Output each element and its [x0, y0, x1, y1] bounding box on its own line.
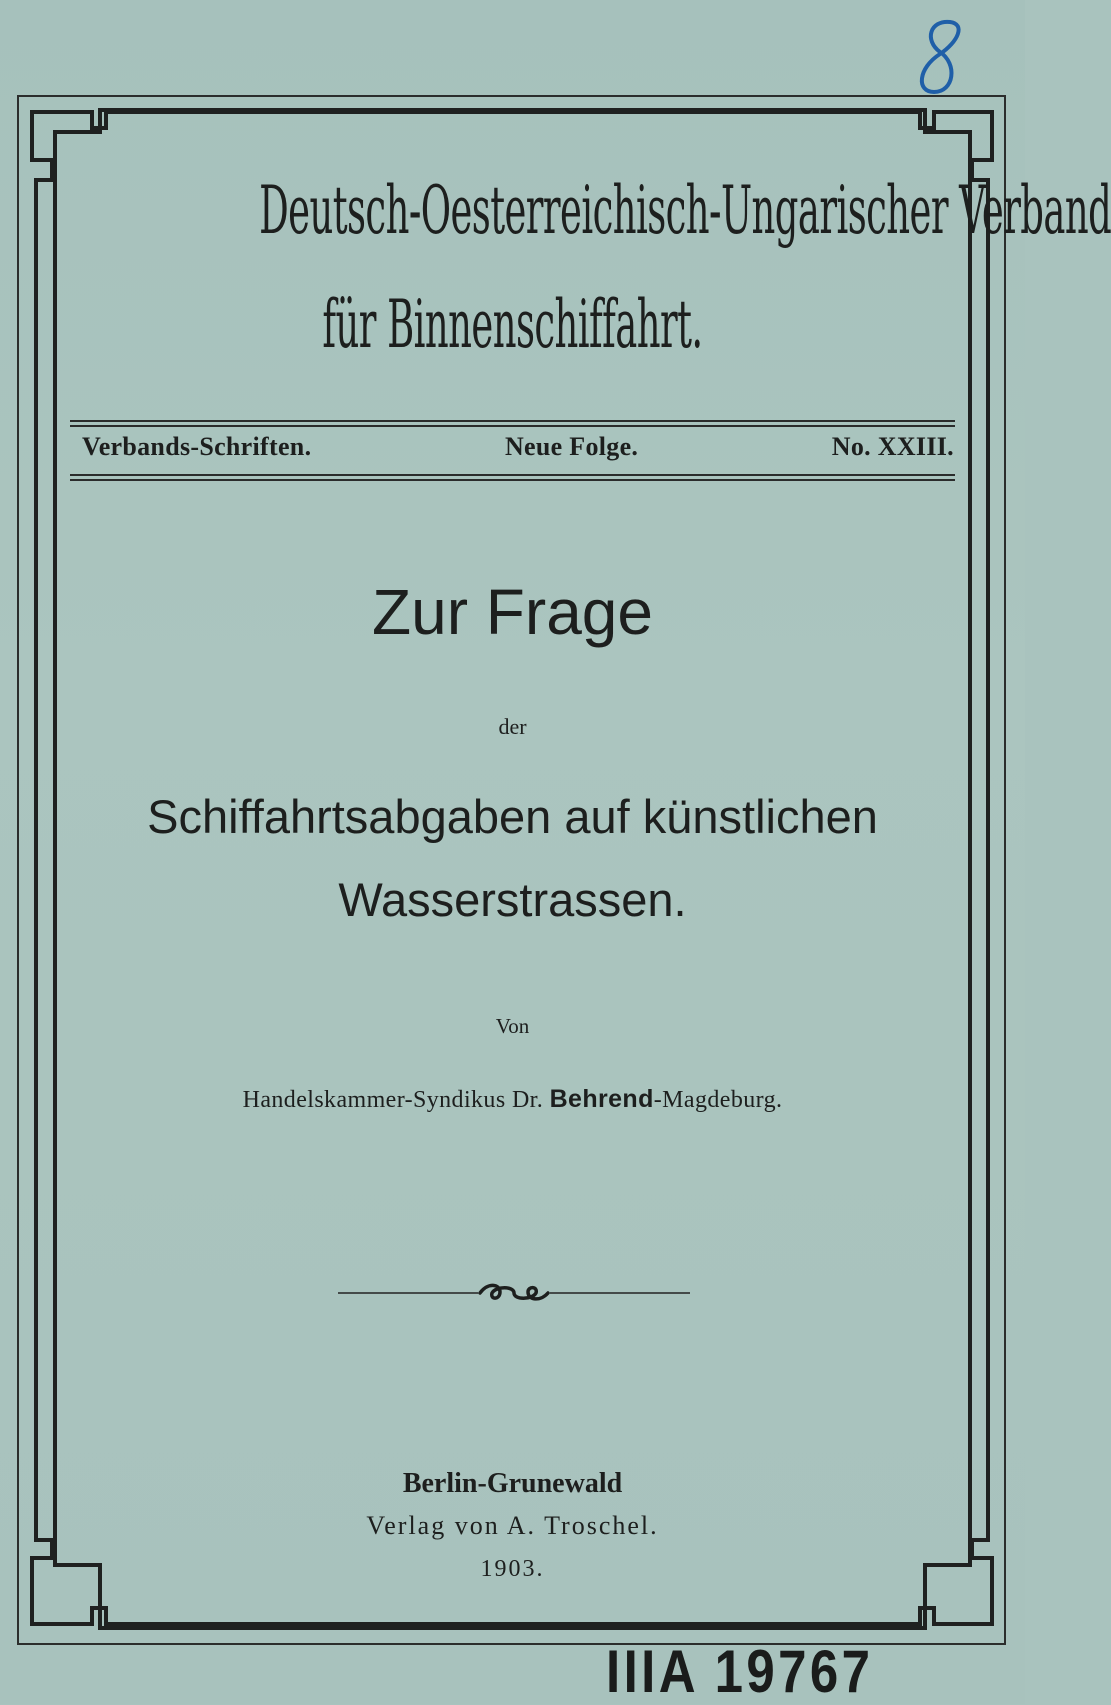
series-label: Verbands-Schriften.: [82, 432, 312, 461]
series-rule-bottom: [70, 474, 955, 476]
author-suffix: -Magdeburg.: [653, 1087, 783, 1113]
series-rule-top: [70, 420, 955, 422]
ornament-divider: [338, 1278, 690, 1308]
title-connector: der: [498, 714, 527, 739]
author-prefix: Handelskammer-Syndikus Dr.: [242, 1087, 544, 1113]
publisher-city: Berlin-Grunewald: [402, 1468, 623, 1499]
library-stamp: IIIA 19767: [606, 1638, 874, 1705]
series-bar: [82, 432, 954, 462]
main-title: Zur Frage: [372, 576, 653, 648]
author-line: [0, 1085, 1025, 1114]
series-rule-top-thin: [70, 425, 955, 427]
series-rule-bottom-thin: [70, 479, 955, 481]
handwritten-number-mark: [910, 12, 970, 112]
series-number: No. XXIII.: [831, 432, 954, 461]
publisher-name: Verlag von A. Troschel.: [366, 1511, 659, 1540]
series-new-series-label: Neue Folge.: [504, 432, 639, 461]
subtitle-line1: Schiffahrtsabgaben auf künstlichen: [147, 790, 878, 843]
subtitle-line2: Wasserstrassen.: [338, 873, 687, 926]
series-title-line1: Deutsch-Oesterreichisch-Ungarischer Verband: [259, 172, 1111, 249]
author-by: Von: [495, 1014, 530, 1038]
publication-year: 1903.: [480, 1556, 545, 1582]
series-title-line2: für Binnenschiffahrt.: [322, 286, 703, 363]
author-name: Behrend: [549, 1085, 654, 1113]
